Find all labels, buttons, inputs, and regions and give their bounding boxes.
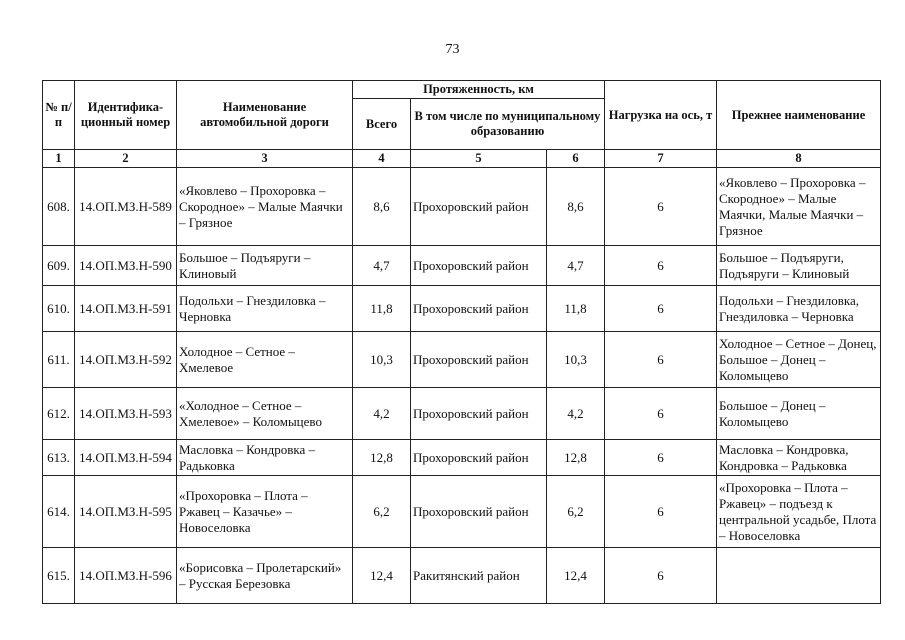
cell-prev: Большое – Донец – Коломыцево: [717, 388, 881, 440]
header-row-1: [43, 81, 881, 99]
cell-district: Прохоровский район: [411, 332, 547, 388]
column-number: 3: [177, 150, 353, 168]
page-number: 73: [445, 42, 460, 57]
column-number: 6: [547, 150, 605, 168]
cell-district: Прохоровский район: [411, 168, 547, 246]
column-number: 5: [411, 150, 547, 168]
cell-load: 6: [605, 476, 717, 548]
table-row: [43, 476, 881, 548]
cell-total: 12,4: [353, 548, 411, 604]
cell-district: Прохоровский район: [411, 286, 547, 332]
table-row: [43, 246, 881, 286]
column-number: 8: [717, 150, 881, 168]
cell-no: 608.: [43, 168, 75, 246]
cell-no: 615.: [43, 548, 75, 604]
column-number: 4: [353, 150, 411, 168]
table-row: [43, 548, 881, 604]
cell-name: «Борисовка – Пролетарский» – Русская Березовка: [177, 548, 353, 604]
cell-load: 6: [605, 440, 717, 476]
cell-no: 613.: [43, 440, 75, 476]
cell-km: 8,6: [547, 168, 605, 246]
cell-id: 14.ОП.МЗ.Н-590: [75, 246, 177, 286]
cell-id: 14.ОП.МЗ.Н-589: [75, 168, 177, 246]
cell-total: 12,8: [353, 440, 411, 476]
cell-district: Прохоровский район: [411, 440, 547, 476]
header-id: Идентифика-ционный номер: [75, 81, 177, 150]
cell-name: Большое – Подъяруги – Клиновый: [177, 246, 353, 286]
roads-table: [42, 80, 881, 604]
cell-no: 612.: [43, 388, 75, 440]
cell-no: 609.: [43, 246, 75, 286]
cell-id: 14.ОП.МЗ.Н-595: [75, 476, 177, 548]
cell-total: 6,2: [353, 476, 411, 548]
column-number: 2: [75, 150, 177, 168]
cell-district: Ракитянский район: [411, 548, 547, 604]
cell-km: 4,2: [547, 388, 605, 440]
cell-id: 14.ОП.МЗ.Н-596: [75, 548, 177, 604]
cell-district: Прохоровский район: [411, 246, 547, 286]
cell-load: 6: [605, 286, 717, 332]
cell-load: 6: [605, 548, 717, 604]
cell-km: 12,8: [547, 440, 605, 476]
cell-name: Масловка – Кондровка – Радьковка: [177, 440, 353, 476]
cell-total: 11,8: [353, 286, 411, 332]
cell-load: 6: [605, 168, 717, 246]
cell-prev: [717, 548, 881, 604]
cell-id: 14.ОП.МЗ.Н-593: [75, 388, 177, 440]
cell-load: 6: [605, 388, 717, 440]
cell-total: 4,7: [353, 246, 411, 286]
cell-name: Подольхи – Гнездиловка – Черновка: [177, 286, 353, 332]
cell-km: 4,7: [547, 246, 605, 286]
cell-no: 611.: [43, 332, 75, 388]
header-prev: Прежнее наименование: [717, 81, 881, 150]
cell-total: 10,3: [353, 332, 411, 388]
cell-prev: Подольхи – Гнездиловка, Гнездиловка – Черновка: [717, 286, 881, 332]
table-row: [43, 332, 881, 388]
table-row: [43, 440, 881, 476]
cell-prev: «Яковлево – Прохоровка – Скородное» – Малые Маячки, Малые Маячки – Грязное: [717, 168, 881, 246]
cell-km: 10,3: [547, 332, 605, 388]
cell-prev: Большое – Подъяруги, Подъяруги – Клиновый: [717, 246, 881, 286]
cell-prev: Масловка – Кондровка, Кондровка – Радьковка: [717, 440, 881, 476]
table-row: [43, 286, 881, 332]
header-no: № п/п: [43, 81, 75, 150]
column-number-row: [43, 150, 881, 168]
cell-id: 14.ОП.МЗ.Н-592: [75, 332, 177, 388]
header-incl: В том числе по муниципальному образованию: [411, 99, 605, 150]
cell-no: 614.: [43, 476, 75, 548]
cell-prev: «Прохоровка – Плота – Ржавец» – подъезд к центральной усадьбе, Плота – Новоселовка: [717, 476, 881, 548]
column-number: 1: [43, 150, 75, 168]
cell-name: «Прохоровка – Плота – Ржавец – Казачье» – Новоселовка: [177, 476, 353, 548]
header-length: Протяженность, км: [353, 81, 605, 99]
cell-total: 4,2: [353, 388, 411, 440]
header-name: Наименование автомобильной дороги: [177, 81, 353, 150]
cell-district: Прохоровский район: [411, 476, 547, 548]
cell-name: Холодное – Сетное – Хмелевое: [177, 332, 353, 388]
cell-name: «Холодное – Сетное – Хмелевое» – Коломыцево: [177, 388, 353, 440]
header-total: Всего: [353, 99, 411, 150]
cell-id: 14.ОП.МЗ.Н-594: [75, 440, 177, 476]
cell-km: 11,8: [547, 286, 605, 332]
cell-name: «Яковлево – Прохоровка – Скородное» – Малые Маячки – Грязное: [177, 168, 353, 246]
cell-district: Прохоровский район: [411, 388, 547, 440]
table-row: [43, 388, 881, 440]
cell-km: 12,4: [547, 548, 605, 604]
cell-km: 6,2: [547, 476, 605, 548]
cell-prev: Холодное – Сетное – Донец, Большое – Донец – Коломыцево: [717, 332, 881, 388]
header-load: Нагрузка на ось, т: [605, 81, 717, 150]
cell-id: 14.ОП.МЗ.Н-591: [75, 286, 177, 332]
column-number: 7: [605, 150, 717, 168]
table-row: [43, 168, 881, 246]
cell-no: 610.: [43, 286, 75, 332]
cell-load: 6: [605, 246, 717, 286]
cell-load: 6: [605, 332, 717, 388]
cell-total: 8,6: [353, 168, 411, 246]
